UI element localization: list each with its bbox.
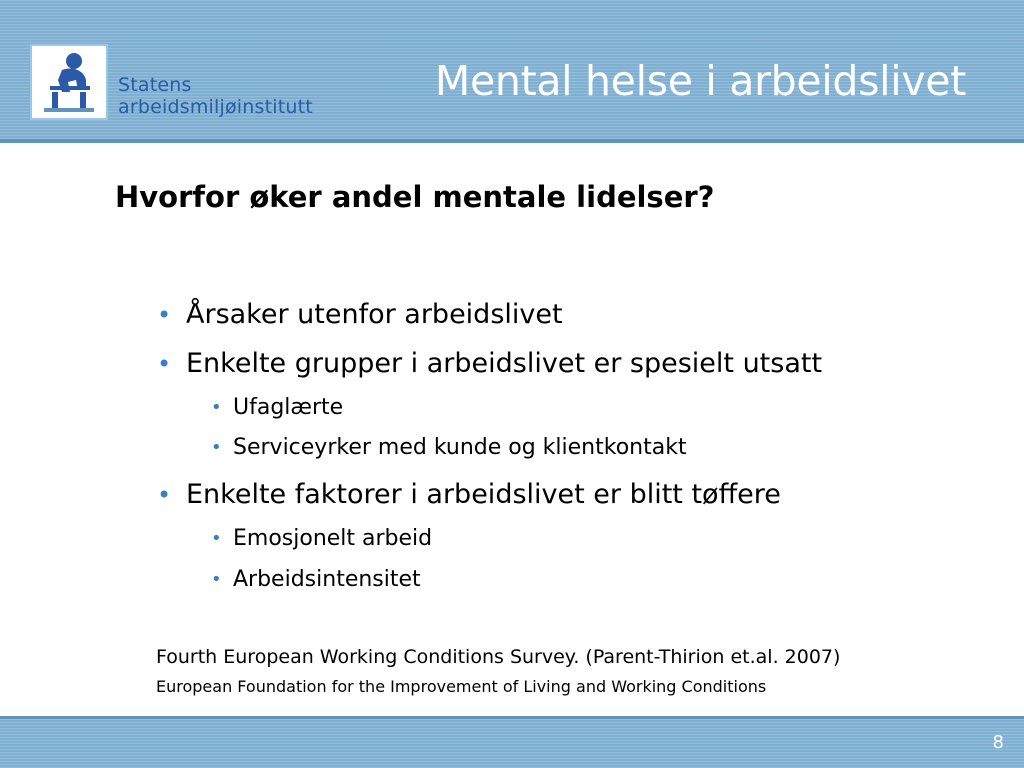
logo xyxy=(30,44,108,120)
reference-line-1: Fourth European Working Conditions Survey. (Parent-Thirion et.al. 2007) xyxy=(156,646,841,668)
logo-text xyxy=(118,74,313,118)
worker-silhouette-icon xyxy=(32,46,106,118)
bullet-dot-icon: • xyxy=(157,301,172,329)
logo-line-2: arbeidsmiljøinstitutt xyxy=(118,96,313,118)
sub-bullet-item xyxy=(211,524,433,554)
page-number: 8 xyxy=(992,732,1004,753)
bullet-dot-icon: • xyxy=(211,437,222,458)
bullet-dot-icon: • xyxy=(211,528,222,549)
sub-bullet-item xyxy=(211,565,421,595)
bullet-dot-icon: • xyxy=(157,350,172,378)
sub-bullet-text: Arbeidsintensitet xyxy=(233,567,421,592)
sub-bullet-text: Emosjonelt arbeid xyxy=(233,526,433,551)
bullet-item xyxy=(157,346,823,382)
logo-line-1: Statens xyxy=(118,74,192,96)
bullet-item xyxy=(157,477,781,513)
footer-band xyxy=(0,716,1024,768)
bullet-text: Enkelte faktorer i arbeidslivet er blitt tøffere xyxy=(186,479,781,510)
bullet-text: Årsaker utenfor arbeidslivet xyxy=(186,299,563,330)
sub-bullet-item xyxy=(211,433,687,463)
bullet-item xyxy=(157,297,563,333)
bullet-dot-icon: • xyxy=(157,481,172,509)
reference-line-2: European Foundation for the Improvement of Living and Working Conditions xyxy=(156,677,767,696)
bullet-dot-icon: • xyxy=(211,397,222,418)
sub-bullet-item xyxy=(211,393,344,423)
bullet-dot-icon: • xyxy=(211,569,222,590)
slide-subtitle: Hvorfor øker andel mentale lidelser? xyxy=(115,180,715,214)
header-band xyxy=(0,0,1024,143)
sub-bullet-text: Ufaglærte xyxy=(233,395,344,420)
slide-title: Mental helse i arbeidslivet xyxy=(434,57,966,105)
bullet-text: Enkelte grupper i arbeidslivet er spesielt utsatt xyxy=(186,348,823,379)
sub-bullet-text: Serviceyrker med kunde og klientkontakt xyxy=(233,435,687,460)
